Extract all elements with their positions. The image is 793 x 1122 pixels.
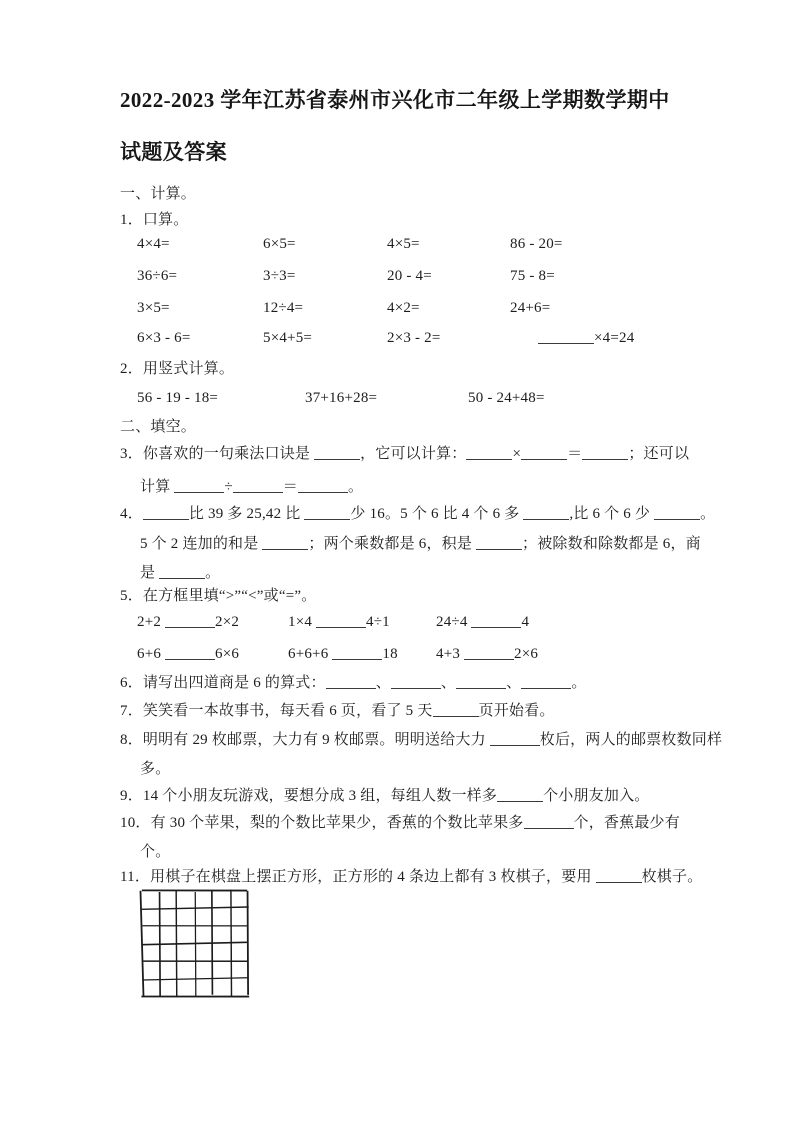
question-3-line-2 xyxy=(140,477,363,497)
question-8-line-1 xyxy=(120,730,722,750)
text-segment: 个，香蕉最少有 xyxy=(573,815,680,831)
vertical-expression: 56 - 19 - 18= xyxy=(137,390,219,406)
question-2-label: 2．用竖式计算。 xyxy=(120,361,235,377)
text-segment: 页开始看。 xyxy=(478,703,555,719)
oral-expression: 75 - 8= xyxy=(510,268,555,284)
text-segment: 枚棋子。 xyxy=(641,869,703,885)
question-11 xyxy=(120,867,702,887)
answer-blank xyxy=(456,675,506,689)
compare-item xyxy=(436,644,538,664)
left-expression: 1×4 xyxy=(288,614,317,630)
answer-blank xyxy=(433,703,479,717)
right-expression: 18 xyxy=(382,646,398,662)
oral-expression: 6×3 - 6= xyxy=(137,330,191,346)
text-segment: 计算 xyxy=(140,479,175,495)
answer-blank xyxy=(304,506,350,520)
question-1-label: 1．口算。 xyxy=(120,212,189,228)
answer-blank xyxy=(466,446,512,460)
text-segment: ；两个乘数都是 6，积是 xyxy=(308,536,477,552)
text-segment: × xyxy=(512,446,522,462)
text-segment: 8．明明有 29 枚邮票，大力有 9 枚邮票。明明送给大力 xyxy=(120,732,490,748)
answer-blank xyxy=(262,536,308,550)
text-segment: 是 xyxy=(140,565,160,581)
answer-blank xyxy=(490,732,540,746)
text-segment: ,比 6 个 6 少 xyxy=(569,506,655,522)
question-number: 4． xyxy=(120,506,143,522)
text-segment: 比 39 多 25,42 比 xyxy=(188,506,305,522)
separator: 、 xyxy=(506,675,522,691)
compare-item xyxy=(137,644,288,664)
text-segment: 枚后，两人的邮票枚数同样 xyxy=(539,732,723,748)
grid-drawing xyxy=(142,891,249,997)
question-10-line-2: 个。 xyxy=(140,844,171,860)
text-segment: ÷ xyxy=(224,479,233,495)
vertical-calc-row xyxy=(137,388,545,408)
answer-blank xyxy=(143,506,189,520)
text-segment: 10．有 30 个苹果，梨的个数比苹果少，香蕉的个数比苹果多 xyxy=(120,815,524,831)
question-4-line-1 xyxy=(120,504,715,524)
answer-blank xyxy=(521,675,571,689)
question-8-line-2: 多。 xyxy=(140,761,171,777)
oral-expression: 20 - 4= xyxy=(387,268,432,284)
answer-blank xyxy=(298,479,348,493)
left-expression: 6+6+6 xyxy=(288,646,333,662)
answer-blank xyxy=(326,675,376,689)
compare-item xyxy=(288,644,436,664)
oral-expression: 12÷4= xyxy=(263,300,304,316)
answer-blank xyxy=(654,506,700,520)
title-line-2: 试题及答案 xyxy=(120,140,227,164)
answer-blank xyxy=(165,646,215,660)
text-segment: ；还可以 xyxy=(628,446,690,462)
answer-blank xyxy=(464,646,514,660)
title-line-1: 2022-2023 学年江苏省泰州市兴化市二年级上学期数学期中 xyxy=(120,88,670,112)
compare-row-2 xyxy=(137,644,538,664)
right-expression: 2×2 xyxy=(215,614,240,630)
oral-expression: 4×4= xyxy=(137,236,170,252)
text-segment: 。 xyxy=(205,565,221,581)
text-segment: 少 16。5 个 6 比 4 个 6 多 xyxy=(350,506,524,522)
question-9 xyxy=(120,786,649,806)
oral-expression: 3×5= xyxy=(137,300,170,316)
answer-blank xyxy=(391,675,441,689)
question-5-label: 5．在方框里填“>”“<”或“=”。 xyxy=(120,588,317,604)
section-1-heading: 一、计算。 xyxy=(120,186,197,202)
oral-expression: 24+6= xyxy=(510,300,551,316)
oral-expression: 5×4+5= xyxy=(263,330,313,346)
text-segment: ，它可以计算： xyxy=(360,446,467,462)
oral-calc-row-1 xyxy=(137,234,563,254)
left-expression: 2+2 xyxy=(137,614,166,630)
oral-calc-row-4 xyxy=(137,328,634,348)
left-expression: 4+3 xyxy=(436,646,465,662)
question-4-line-3 xyxy=(140,563,220,583)
checkerboard-grid-figure xyxy=(142,891,249,997)
compare-item xyxy=(436,612,529,632)
answer-blank xyxy=(165,614,215,628)
text-segment: ；被除数和除数都是 6，商 xyxy=(522,536,701,552)
answer-blank xyxy=(476,536,522,550)
oral-expression: 3÷3= xyxy=(263,268,296,284)
text-segment: 11．用棋子在棋盘上摆正方形，正方形的 4 条边上都有 3 枚棋子，要用 xyxy=(120,869,596,885)
answer-blank xyxy=(497,788,543,802)
answer-blank xyxy=(332,646,382,660)
oral-expression: 2×3 - 2= xyxy=(387,330,441,346)
answer-blank xyxy=(524,815,574,829)
answer-blank xyxy=(314,446,360,460)
oral-calc-row-3 xyxy=(137,298,550,318)
answer-blank xyxy=(233,479,283,493)
text-segment: 你喜欢的一句乘法口诀是 xyxy=(142,446,315,462)
compare-item xyxy=(137,612,288,632)
right-expression: 2×6 xyxy=(514,646,539,662)
compare-item xyxy=(288,612,436,632)
oral-expression: 4×2= xyxy=(387,300,420,316)
text-segment: ＝ xyxy=(567,446,583,462)
question-number: 3． xyxy=(120,446,143,462)
text-segment: 。 xyxy=(348,479,364,495)
question-3-line-1 xyxy=(120,444,689,464)
answer-blank xyxy=(538,330,594,344)
left-expression: 24÷4 xyxy=(436,614,472,630)
answer-blank xyxy=(316,614,366,628)
answer-blank xyxy=(523,506,569,520)
oral-expression: 4×5= xyxy=(387,236,420,252)
right-expression: 4÷1 xyxy=(366,614,390,630)
oral-expression: 86 - 20= xyxy=(510,236,563,252)
question-7 xyxy=(120,701,555,721)
vertical-expression: 50 - 24+48= xyxy=(468,390,545,406)
right-expression: 4 xyxy=(521,614,530,630)
question-6 xyxy=(120,673,587,693)
answer-blank xyxy=(174,479,224,493)
oral-expression: 36÷6= xyxy=(137,268,178,284)
answer-blank xyxy=(582,446,628,460)
right-expression: 6×6 xyxy=(215,646,240,662)
answer-blank xyxy=(159,565,205,579)
text-segment: 6．请写出四道商是 6 的算式： xyxy=(120,675,326,691)
text-segment: 。 xyxy=(700,506,716,522)
text-segment: 7．笑笑看一本故事书，每天看 6 页，看了 5 天 xyxy=(120,703,433,719)
oral-calc-row-2 xyxy=(137,266,555,286)
separator: 、 xyxy=(375,675,391,691)
text-segment: 9．14 个小朋友玩游戏，要想分成 3 组，每组人数一样多 xyxy=(120,788,498,804)
oral-expression: 6×5= xyxy=(263,236,296,252)
oral-expression-suffix: ×4=24 xyxy=(594,330,635,346)
answer-blank xyxy=(521,446,567,460)
vertical-expression: 37+16+28= xyxy=(305,390,378,406)
left-expression: 6+6 xyxy=(137,646,166,662)
text-segment: 个小朋友加入。 xyxy=(543,788,650,804)
text-segment: 5 个 2 连加的和是 xyxy=(140,536,263,552)
sentence-end: 。 xyxy=(571,675,587,691)
text-segment: ＝ xyxy=(282,479,298,495)
compare-row-1 xyxy=(137,612,529,632)
separator: 、 xyxy=(440,675,457,691)
question-10-line-1 xyxy=(120,813,680,833)
section-2-heading: 二、填空。 xyxy=(120,419,197,435)
question-4-line-2 xyxy=(140,534,701,554)
answer-blank xyxy=(471,614,521,628)
oral-expression-with-blank xyxy=(510,328,634,348)
answer-blank xyxy=(596,869,642,883)
